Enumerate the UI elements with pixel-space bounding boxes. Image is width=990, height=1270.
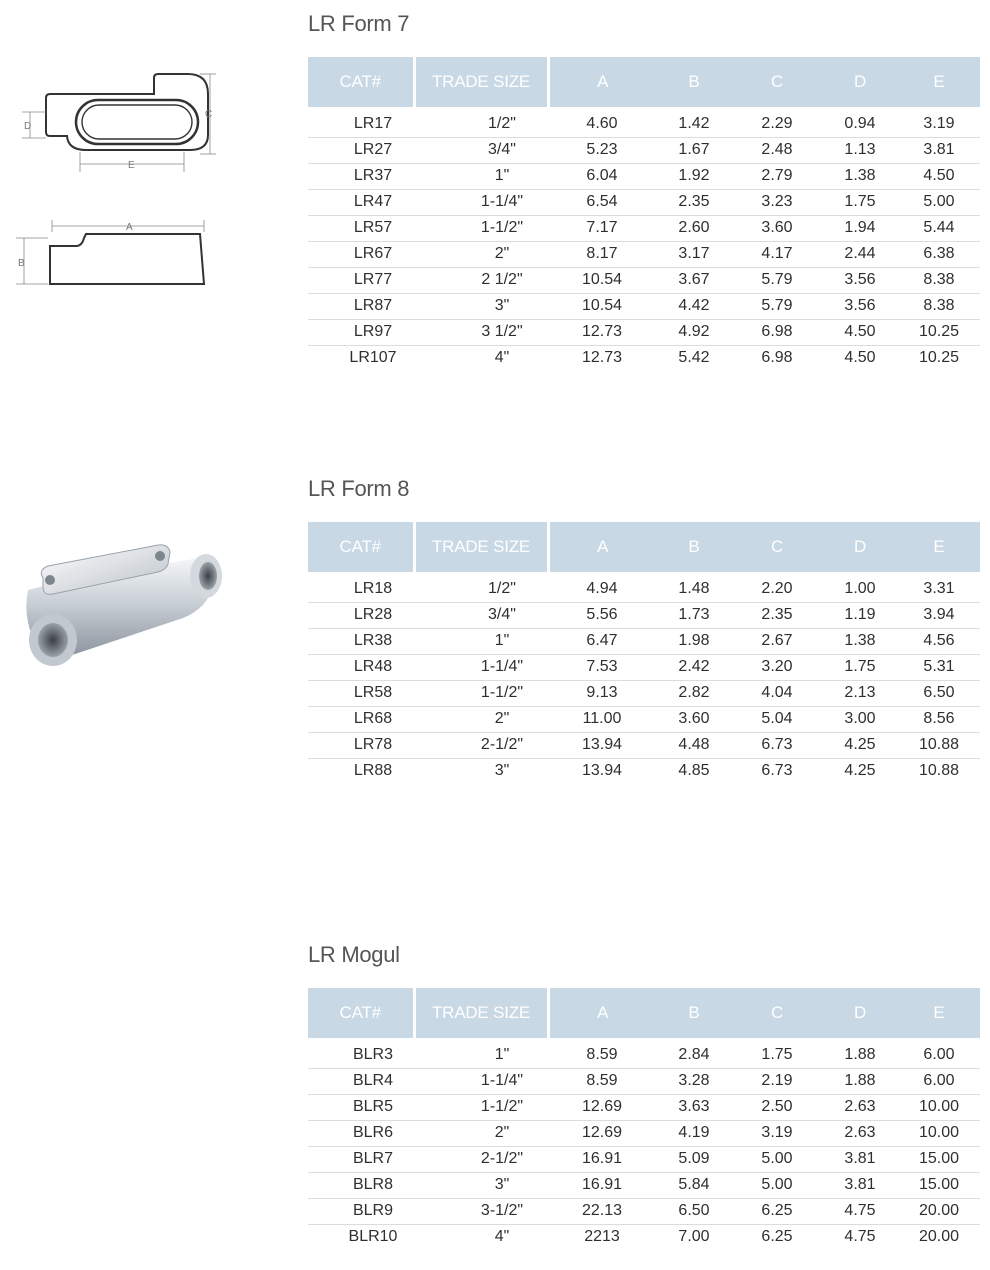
cell-cat: LR97 bbox=[308, 319, 414, 345]
cell-trade-size: 3-1/2" bbox=[414, 1198, 548, 1224]
cell-cat: BLR6 bbox=[308, 1120, 414, 1146]
cell-b: 7.00 bbox=[678, 1228, 710, 1246]
cell-d: 4.25 bbox=[844, 762, 876, 780]
cell-e: 10.88 bbox=[898, 732, 980, 758]
header-c: C bbox=[732, 57, 822, 107]
cell-b: 2.35 bbox=[656, 189, 732, 215]
cell-b: 2.60 bbox=[656, 215, 732, 241]
cell-e: 3.94 bbox=[898, 602, 980, 628]
cell-a: 12.69 bbox=[548, 1120, 656, 1146]
cell-d: 2.13 bbox=[822, 680, 898, 706]
cell-c: 2.35 bbox=[732, 602, 822, 628]
cell-a: 13.94 bbox=[581, 762, 623, 780]
cell-cat: LR17 bbox=[308, 107, 414, 137]
cell-cat: LR77 bbox=[308, 267, 414, 293]
cell-a: 8.59 bbox=[548, 1038, 656, 1068]
cell-d: 3.56 bbox=[822, 293, 898, 319]
cell-e: 10.00 bbox=[898, 1094, 980, 1120]
cell-trade-size: 4" bbox=[494, 349, 510, 367]
cell-c: 4.17 bbox=[732, 241, 822, 267]
header-cat: CAT# bbox=[308, 988, 414, 1038]
cell-d: 4.50 bbox=[822, 319, 898, 345]
cell-cat: LR28 bbox=[308, 602, 414, 628]
cell-b: 3.60 bbox=[656, 706, 732, 732]
header-c: C bbox=[732, 522, 822, 572]
cell-e: 20.00 bbox=[898, 1198, 980, 1224]
header-e: E bbox=[898, 988, 980, 1038]
cell-a: 6.04 bbox=[548, 163, 656, 189]
cell-d: 1.19 bbox=[822, 602, 898, 628]
cell-d: 0.94 bbox=[822, 107, 898, 137]
cell-a: 8.59 bbox=[548, 1068, 656, 1094]
header-a: A bbox=[548, 522, 656, 572]
cell-cat: LR68 bbox=[308, 706, 414, 732]
cell-trade-size: 1-1/4" bbox=[414, 189, 548, 215]
header-d: D bbox=[822, 522, 898, 572]
cell-a: 10.54 bbox=[548, 293, 656, 319]
cell-d: 1.38 bbox=[822, 163, 898, 189]
cell-trade-size: 2" bbox=[414, 241, 548, 267]
cell-trade-size: 3" bbox=[414, 293, 548, 319]
cell-d: 4.75 bbox=[822, 1198, 898, 1224]
cell-b: 1.73 bbox=[656, 602, 732, 628]
cell-b: 6.50 bbox=[656, 1198, 732, 1224]
cell-c: 6.98 bbox=[732, 319, 822, 345]
header-b: B bbox=[656, 988, 732, 1038]
cell-b: 1.42 bbox=[656, 107, 732, 137]
table-row bbox=[308, 215, 980, 241]
cell-b: 4.48 bbox=[656, 732, 732, 758]
cell-d: 3.81 bbox=[822, 1146, 898, 1172]
cell-cat: BLR9 bbox=[308, 1198, 414, 1224]
cell-e: 10.25 bbox=[918, 349, 960, 367]
cell-trade-size: 2-1/2" bbox=[414, 1146, 548, 1172]
table-row bbox=[308, 1172, 980, 1198]
cell-cat: LR48 bbox=[308, 654, 414, 680]
table-body bbox=[308, 107, 980, 371]
table-row bbox=[308, 1146, 980, 1172]
cell-b: 5.42 bbox=[678, 349, 710, 367]
cell-a: 10.54 bbox=[548, 267, 656, 293]
cell-c: 3.23 bbox=[732, 189, 822, 215]
table-row bbox=[308, 189, 980, 215]
cell-a: 12.69 bbox=[548, 1094, 656, 1120]
cell-trade-size: 1-1/2" bbox=[414, 1094, 548, 1120]
cell-e: 8.38 bbox=[898, 293, 980, 319]
header-e: E bbox=[898, 57, 980, 107]
table-row bbox=[308, 1198, 980, 1224]
cell-e: 15.00 bbox=[898, 1146, 980, 1172]
section-title: LR Mogul bbox=[308, 942, 400, 967]
cell-a: 13.94 bbox=[548, 732, 656, 758]
cell-c: 6.73 bbox=[732, 732, 822, 758]
cell-d: 3.81 bbox=[822, 1172, 898, 1198]
cell-a: 2213 bbox=[584, 1228, 620, 1246]
cell-c: 2.29 bbox=[732, 107, 822, 137]
cell-e: 6.38 bbox=[898, 241, 980, 267]
section-lr-form-7 bbox=[308, 10, 980, 371]
cell-trade-size: 2 1/2" bbox=[414, 267, 548, 293]
cell-e: 5.31 bbox=[898, 654, 980, 680]
cell-b: 3.28 bbox=[656, 1068, 732, 1094]
cell-a: 16.91 bbox=[548, 1172, 656, 1198]
cell-e: 10.25 bbox=[898, 319, 980, 345]
dim-label-a: A bbox=[126, 222, 133, 233]
header-b: B bbox=[656, 57, 732, 107]
section-lr-form-8 bbox=[308, 475, 980, 784]
cell-d: 1.75 bbox=[822, 189, 898, 215]
cell-c: 6.25 bbox=[732, 1198, 822, 1224]
cell-cat: LR107 bbox=[349, 349, 397, 367]
cell-d: 1.38 bbox=[822, 628, 898, 654]
table-row bbox=[308, 1094, 980, 1120]
cell-c: 2.67 bbox=[732, 628, 822, 654]
cell-trade-size: 1-1/4" bbox=[414, 1068, 548, 1094]
cell-c: 5.79 bbox=[732, 267, 822, 293]
cell-b: 3.67 bbox=[656, 267, 732, 293]
cell-e: 15.00 bbox=[898, 1172, 980, 1198]
cell-d: 2.63 bbox=[822, 1094, 898, 1120]
cell-b: 3.63 bbox=[656, 1094, 732, 1120]
cell-a: 7.53 bbox=[548, 654, 656, 680]
cell-b: 1.67 bbox=[656, 137, 732, 163]
cell-trade-size: 3" bbox=[494, 762, 510, 780]
table-body bbox=[308, 1038, 980, 1250]
cell-b: 1.48 bbox=[656, 572, 732, 602]
cell-trade-size: 2-1/2" bbox=[414, 732, 548, 758]
cell-trade-size: 1" bbox=[414, 163, 548, 189]
table-row bbox=[308, 293, 980, 319]
cell-a: 6.54 bbox=[548, 189, 656, 215]
cell-b: 3.17 bbox=[656, 241, 732, 267]
table-row bbox=[308, 163, 980, 189]
cell-cat: LR87 bbox=[308, 293, 414, 319]
dim-label-e: E bbox=[128, 160, 135, 171]
dim-label-c: C bbox=[205, 109, 213, 120]
cell-b: 4.42 bbox=[656, 293, 732, 319]
cell-d: 2.63 bbox=[822, 1120, 898, 1146]
product-photo bbox=[8, 530, 228, 705]
side-view-drawing bbox=[50, 234, 204, 284]
cell-c: 6.73 bbox=[761, 762, 793, 780]
cell-c: 6.98 bbox=[761, 349, 793, 367]
cell-e: 5.00 bbox=[898, 189, 980, 215]
section-title: LR Form 8 bbox=[308, 476, 410, 501]
cell-trade-size: 1" bbox=[414, 1038, 548, 1068]
cell-b: 4.19 bbox=[656, 1120, 732, 1146]
cell-a: 6.47 bbox=[548, 628, 656, 654]
cell-b: 2.42 bbox=[656, 654, 732, 680]
cell-cat: BLR4 bbox=[308, 1068, 414, 1094]
cell-d: 2.44 bbox=[822, 241, 898, 267]
side-view-dimensions bbox=[16, 220, 204, 284]
spec-table bbox=[308, 988, 980, 1250]
cell-e: 10.88 bbox=[918, 762, 960, 780]
top-view-dimensions bbox=[22, 74, 216, 172]
table-row bbox=[308, 572, 980, 602]
cell-e: 4.56 bbox=[898, 628, 980, 654]
cell-d: 1.00 bbox=[822, 572, 898, 602]
conduit-body-graphic bbox=[26, 545, 222, 666]
cell-c: 5.00 bbox=[732, 1146, 822, 1172]
cell-trade-size: 1-1/2" bbox=[414, 680, 548, 706]
cell-b: 5.84 bbox=[656, 1172, 732, 1198]
cell-e: 8.38 bbox=[898, 267, 980, 293]
cell-d: 1.94 bbox=[822, 215, 898, 241]
table-row bbox=[308, 1038, 980, 1068]
cell-d: 1.88 bbox=[822, 1068, 898, 1094]
header-cat: CAT# bbox=[308, 522, 414, 572]
cell-cat: BLR3 bbox=[308, 1038, 414, 1068]
dimension-drawing bbox=[10, 60, 230, 305]
table-row bbox=[308, 628, 980, 654]
table-row bbox=[308, 241, 980, 267]
cell-d: 4.75 bbox=[844, 1228, 876, 1246]
table-row bbox=[308, 319, 980, 345]
dim-label-b: B bbox=[18, 258, 25, 269]
cell-e: 3.81 bbox=[898, 137, 980, 163]
spec-table bbox=[308, 57, 980, 371]
cell-b: 5.09 bbox=[656, 1146, 732, 1172]
cell-cat: BLR5 bbox=[308, 1094, 414, 1120]
table-row bbox=[308, 137, 980, 163]
cell-d: 4.25 bbox=[822, 732, 898, 758]
cell-cat: LR58 bbox=[308, 680, 414, 706]
header-d: D bbox=[822, 57, 898, 107]
header-c: C bbox=[732, 988, 822, 1038]
cell-a: 9.13 bbox=[548, 680, 656, 706]
spec-table bbox=[308, 522, 980, 784]
cell-b: 4.85 bbox=[678, 762, 710, 780]
cell-trade-size: 1/2" bbox=[414, 107, 548, 137]
table-row bbox=[308, 345, 980, 371]
dim-label-d: D bbox=[24, 121, 32, 132]
cell-c: 6.25 bbox=[761, 1228, 793, 1246]
cell-c: 1.75 bbox=[732, 1038, 822, 1068]
table-row bbox=[308, 267, 980, 293]
header-a: A bbox=[548, 57, 656, 107]
cell-e: 6.00 bbox=[898, 1068, 980, 1094]
table-row bbox=[308, 706, 980, 732]
cell-trade-size: 3" bbox=[414, 1172, 548, 1198]
cell-e: 10.00 bbox=[898, 1120, 980, 1146]
cell-trade-size: 1/2" bbox=[414, 572, 548, 602]
cell-trade-size: 3 1/2" bbox=[414, 319, 548, 345]
cell-c: 3.20 bbox=[732, 654, 822, 680]
cell-c: 3.60 bbox=[732, 215, 822, 241]
header-b: B bbox=[656, 522, 732, 572]
cell-b: 2.84 bbox=[656, 1038, 732, 1068]
cell-c: 4.04 bbox=[732, 680, 822, 706]
header-trade-size: TRADE SIZE bbox=[414, 522, 548, 572]
cell-trade-size: 3/4" bbox=[414, 137, 548, 163]
cell-c: 3.19 bbox=[732, 1120, 822, 1146]
table-header-row bbox=[308, 522, 980, 572]
header-e: E bbox=[898, 522, 980, 572]
cell-trade-size: 1-1/4" bbox=[414, 654, 548, 680]
cell-c: 2.50 bbox=[732, 1094, 822, 1120]
cell-a: 4.94 bbox=[548, 572, 656, 602]
cell-a: 12.73 bbox=[581, 349, 623, 367]
cell-a: 5.23 bbox=[548, 137, 656, 163]
cell-trade-size: 2" bbox=[414, 706, 548, 732]
cell-c: 5.04 bbox=[732, 706, 822, 732]
cell-trade-size: 1-1/2" bbox=[414, 215, 548, 241]
table-body bbox=[308, 572, 980, 784]
cell-d: 1.88 bbox=[822, 1038, 898, 1068]
cell-cat: LR67 bbox=[308, 241, 414, 267]
cell-trade-size: 3/4" bbox=[414, 602, 548, 628]
cell-a: 22.13 bbox=[548, 1198, 656, 1224]
cell-e: 6.00 bbox=[898, 1038, 980, 1068]
header-cat: CAT# bbox=[308, 57, 414, 107]
cell-d: 3.56 bbox=[822, 267, 898, 293]
cell-b: 1.92 bbox=[656, 163, 732, 189]
cell-a: 12.73 bbox=[548, 319, 656, 345]
cell-cat: LR38 bbox=[308, 628, 414, 654]
cell-a: 16.91 bbox=[548, 1146, 656, 1172]
header-a: A bbox=[548, 988, 656, 1038]
cell-cat: LR27 bbox=[308, 137, 414, 163]
cell-a: 4.60 bbox=[548, 107, 656, 137]
cell-cat: LR18 bbox=[308, 572, 414, 602]
cell-cat: LR78 bbox=[308, 732, 414, 758]
table-row bbox=[308, 602, 980, 628]
cell-trade-size: 1" bbox=[414, 628, 548, 654]
header-trade-size: TRADE SIZE bbox=[414, 988, 548, 1038]
cell-b: 2.82 bbox=[656, 680, 732, 706]
cell-c: 2.20 bbox=[732, 572, 822, 602]
cell-e: 20.00 bbox=[918, 1228, 960, 1246]
cell-c: 2.79 bbox=[732, 163, 822, 189]
cell-a: 8.17 bbox=[548, 241, 656, 267]
cell-d: 4.50 bbox=[844, 349, 876, 367]
cell-c: 5.00 bbox=[732, 1172, 822, 1198]
cell-a: 5.56 bbox=[548, 602, 656, 628]
cell-trade-size: 4" bbox=[494, 1228, 510, 1246]
cell-cat: BLR7 bbox=[308, 1146, 414, 1172]
cell-c: 5.79 bbox=[732, 293, 822, 319]
cell-cat: BLR8 bbox=[308, 1172, 414, 1198]
cell-cat: LR57 bbox=[308, 215, 414, 241]
top-view-drawing bbox=[46, 74, 208, 150]
table-row bbox=[308, 758, 980, 784]
table-row bbox=[308, 1224, 980, 1250]
table-row bbox=[308, 1120, 980, 1146]
section-title: LR Form 7 bbox=[308, 11, 410, 36]
cell-d: 3.00 bbox=[822, 706, 898, 732]
cell-cat: LR37 bbox=[308, 163, 414, 189]
cell-b: 1.98 bbox=[656, 628, 732, 654]
cell-a: 11.00 bbox=[548, 706, 656, 732]
table-row bbox=[308, 732, 980, 758]
cell-b: 4.92 bbox=[656, 319, 732, 345]
cell-e: 5.44 bbox=[898, 215, 980, 241]
cell-e: 4.50 bbox=[898, 163, 980, 189]
cell-cat: LR47 bbox=[308, 189, 414, 215]
section-lr-mogul bbox=[308, 941, 980, 1250]
table-row bbox=[308, 1068, 980, 1094]
cell-trade-size: 2" bbox=[414, 1120, 548, 1146]
table-header-row bbox=[308, 57, 980, 107]
table-row bbox=[308, 654, 980, 680]
header-trade-size: TRADE SIZE bbox=[414, 57, 548, 107]
cell-d: 1.75 bbox=[822, 654, 898, 680]
cell-c: 2.19 bbox=[732, 1068, 822, 1094]
table-row bbox=[308, 680, 980, 706]
table-header-row bbox=[308, 988, 980, 1038]
cell-e: 3.19 bbox=[898, 107, 980, 137]
cell-c: 2.48 bbox=[732, 137, 822, 163]
cell-e: 3.31 bbox=[898, 572, 980, 602]
cell-e: 8.56 bbox=[898, 706, 980, 732]
cell-e: 6.50 bbox=[898, 680, 980, 706]
header-d: D bbox=[822, 988, 898, 1038]
cell-d: 1.13 bbox=[822, 137, 898, 163]
cell-cat: LR88 bbox=[353, 762, 393, 780]
table-row bbox=[308, 107, 980, 137]
cell-cat: BLR10 bbox=[348, 1228, 398, 1246]
cell-a: 7.17 bbox=[548, 215, 656, 241]
